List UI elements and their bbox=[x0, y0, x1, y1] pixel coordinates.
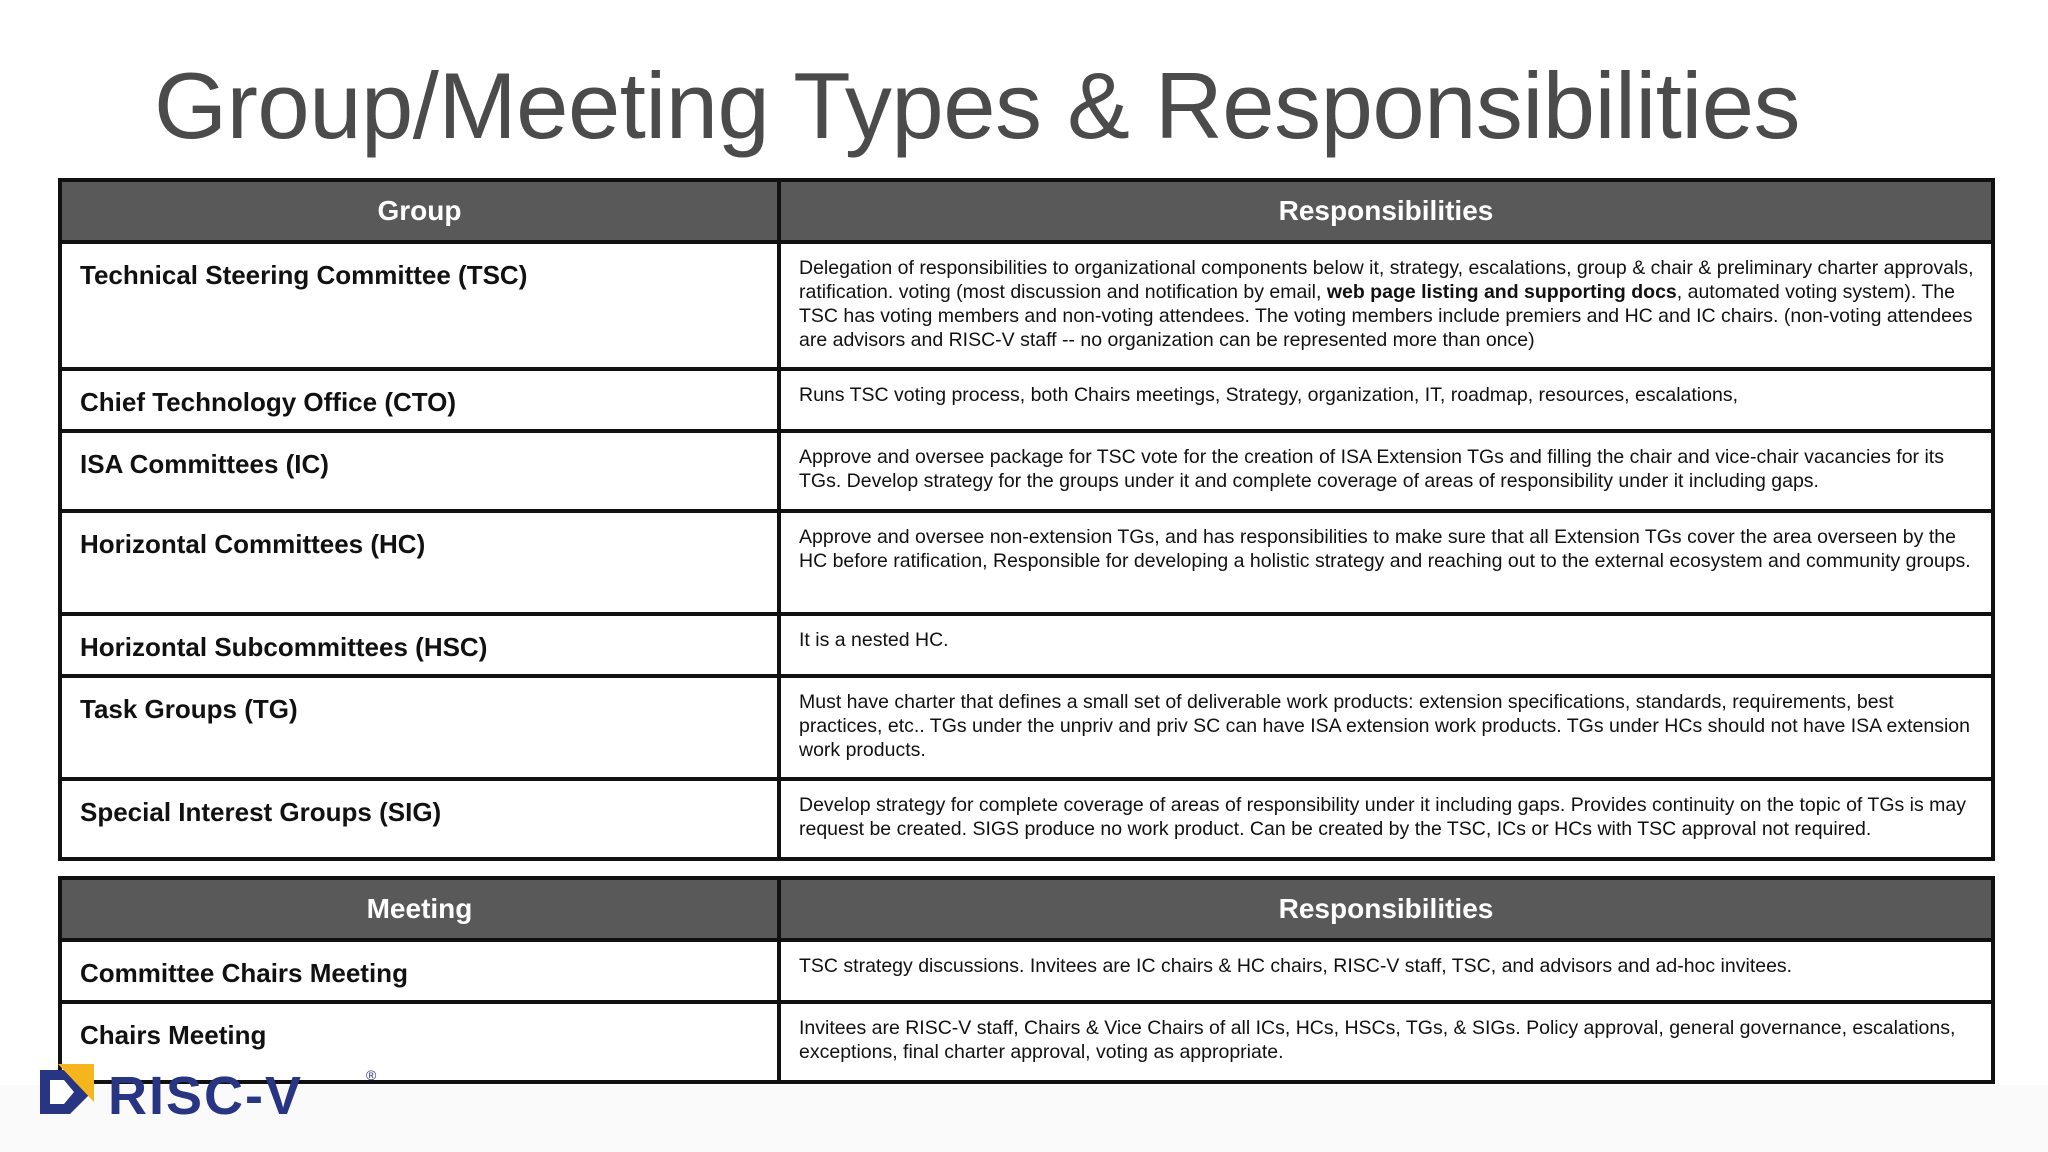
group-name: Technical Steering Committee (TSC) bbox=[60, 242, 779, 369]
groups-header-row bbox=[60, 180, 1993, 242]
table-row bbox=[60, 676, 1993, 779]
group-responsibilities: Must have charter that defines a small set of deliverable work products: extension specifications, standards, requirements, best practices, etc.. TGs under the unpriv and priv SC can have ISA extension work products. TGs under HCs should not have ISA extension work products. bbox=[779, 676, 1993, 779]
meeting-responsibilities: Invitees are RISC-V staff, Chairs & Vice Chairs of all ICs, HCs, HSCs, TGs, & SIGs. Policy approval, general governance, escalations, exceptions, final charter approval, voting as appropriate. bbox=[779, 1002, 1993, 1082]
group-responsibilities: It is a nested HC. bbox=[779, 614, 1993, 676]
group-name: ISA Committees (IC) bbox=[60, 431, 779, 511]
group-responsibilities: Runs TSC voting process, both Chairs meetings, Strategy, organization, IT, roadmap, resources, escalations, bbox=[779, 369, 1993, 431]
group-name: Task Groups (TG) bbox=[60, 676, 779, 779]
risc-v-logo bbox=[40, 1064, 380, 1122]
logo-wordmark: RISC-V bbox=[108, 1066, 304, 1122]
group-name: Horizontal Committees (HC) bbox=[60, 511, 779, 614]
header-responsibilities: Responsibilities bbox=[779, 878, 1993, 940]
desc-text: Delegation of responsibilities to organizational components below it, strategy, escalations, group & chair & preliminary charter approvals, ratification. voting (most discussion and notification by email, bbox=[799, 257, 1974, 303]
registered-mark: ® bbox=[366, 1067, 377, 1083]
group-responsibilities: Approve and oversee package for TSC vote for the creation of ISA Extension TGs and filling the chair and vice-chair vacancies for its TGs. Develop strategy for the groups under it and complete coverage of areas of responsibility under it including gaps. bbox=[779, 431, 1993, 511]
header-meeting: Meeting bbox=[60, 878, 779, 940]
table-row bbox=[60, 511, 1993, 614]
group-name: Chief Technology Office (CTO) bbox=[60, 369, 779, 431]
groups-table bbox=[58, 178, 1995, 861]
meeting-responsibilities: TSC strategy discussions. Invitees are IC chairs & HC chairs, RISC-V staff, TSC, and advisors and ad-hoc invitees. bbox=[779, 940, 1993, 1002]
table-row bbox=[60, 369, 1993, 431]
meeting-name: Chairs Meeting bbox=[60, 1002, 779, 1082]
desc-text: , automated voting system). The TSC has voting members and non-voting attendees. The voting members include premiers and HC and IC chairs. (non-voting attendees are advisors and RISC-V staff -- no organization can be represented more than once) bbox=[799, 281, 1973, 351]
meetings-table bbox=[58, 876, 1995, 1084]
table-row bbox=[60, 940, 1993, 1002]
slide-title: Group/Meeting Types & Responsibilities bbox=[154, 53, 1801, 158]
group-responsibilities: Approve and oversee non-extension TGs, and has responsibilities to make sure that all Extension TGs cover the area overseen by the HC before ratification, Responsible for developing a holistic strategy and reaching out to the external ecosystem and community groups. bbox=[779, 511, 1993, 614]
table-row bbox=[60, 779, 1993, 859]
risc-v-emblem-icon bbox=[40, 1064, 94, 1114]
group-responsibilities bbox=[779, 242, 1993, 369]
group-name: Special Interest Groups (SIG) bbox=[60, 779, 779, 859]
header-group: Group bbox=[60, 180, 779, 242]
table-row bbox=[60, 242, 1993, 369]
meetings-header-row bbox=[60, 878, 1993, 940]
desc-bold-text: web page listing and supporting docs bbox=[1326, 281, 1677, 303]
meeting-name: Committee Chairs Meeting bbox=[60, 940, 779, 1002]
table-row bbox=[60, 614, 1993, 676]
group-responsibilities: Develop strategy for complete coverage of areas of responsibility under it including gaps. Provides continuity on the topic of TGs is may request be created. SIGS produce no work product. Can be created by the TSC, ICs or HCs with TSC approval not required. bbox=[779, 779, 1993, 859]
group-name: Horizontal Subcommittees (HSC) bbox=[60, 614, 779, 676]
table-row bbox=[60, 431, 1993, 511]
header-responsibilities: Responsibilities bbox=[779, 180, 1993, 242]
